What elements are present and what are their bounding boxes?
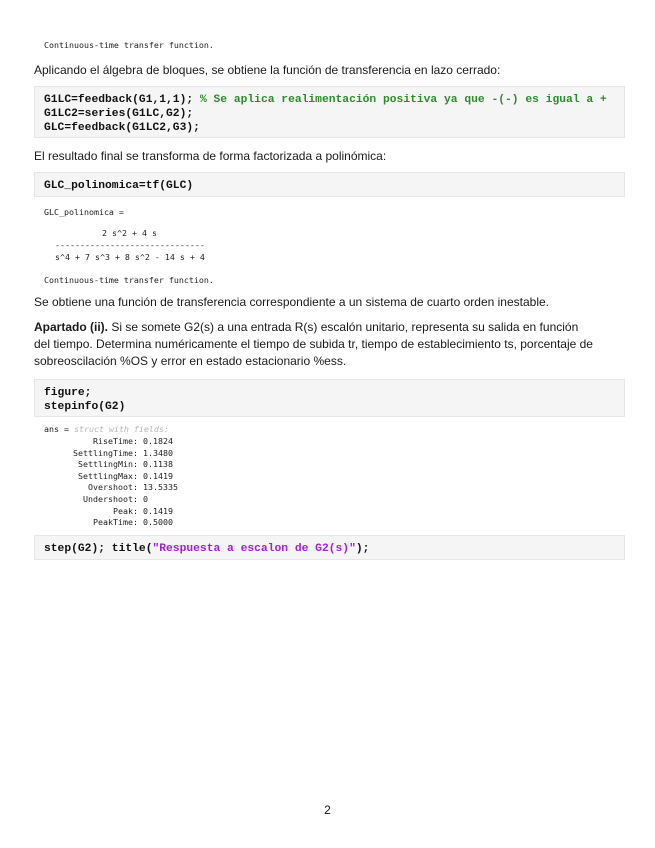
code-line bbox=[44, 542, 615, 556]
code-line: stepinfo(G2) bbox=[44, 401, 126, 413]
struct-field-row bbox=[44, 471, 178, 483]
struct-field-name: SettlingMax bbox=[78, 470, 133, 481]
struct-field-separator: : bbox=[133, 482, 143, 493]
paragraph-unstable-system: Se obtiene una función de transferencia correspondiente a un sistema de cuarto orden inestable. bbox=[34, 295, 550, 309]
struct-field-separator: : bbox=[133, 459, 143, 470]
struct-field-name: Peak bbox=[113, 505, 133, 516]
struct-field-separator: : bbox=[133, 470, 143, 481]
tf-fraction-bar: ------------------------------ bbox=[55, 240, 205, 250]
code-block-tf[interactable] bbox=[34, 172, 625, 197]
struct-field-name: RiseTime bbox=[93, 436, 133, 446]
struct-field-separator: : bbox=[133, 447, 143, 458]
command-output: Continuous-time transfer function. bbox=[44, 275, 214, 285]
struct-field-value: 0.5000 bbox=[143, 517, 173, 528]
struct-field-separator: : bbox=[133, 493, 143, 504]
code-line: figure; bbox=[44, 387, 92, 399]
stepinfo-fields bbox=[44, 436, 178, 529]
struct-field-name: SettlingMin bbox=[78, 459, 133, 470]
struct-field-row bbox=[44, 459, 178, 471]
struct-field-row bbox=[44, 448, 178, 460]
paragraph-apartado-ii bbox=[34, 319, 594, 370]
code-block-stepinfo[interactable] bbox=[34, 379, 625, 417]
struct-field-value: 0.1419 bbox=[143, 505, 173, 516]
struct-field-name: PeakTime bbox=[93, 517, 133, 528]
code-text: step(G2); title( bbox=[44, 543, 153, 555]
page-number: 2 bbox=[324, 803, 331, 817]
struct-field-separator: : bbox=[133, 436, 143, 446]
code-line: G1LC2=series(G1LC,G2); bbox=[44, 108, 194, 120]
stepinfo-output-header bbox=[44, 424, 169, 436]
ans-label: ans = bbox=[44, 424, 74, 434]
struct-field-name: SettlingTime bbox=[73, 447, 133, 458]
command-output: Continuous-time transfer function. bbox=[44, 40, 214, 50]
code-text: ); bbox=[355, 543, 370, 555]
struct-field-value: 13.5335 bbox=[143, 482, 178, 493]
tf-numerator: 2 s^2 + 4 s bbox=[102, 228, 157, 238]
struct-field-name: Overshoot bbox=[88, 482, 133, 493]
struct-field-row bbox=[44, 436, 178, 448]
paragraph-polynomial: El resultado final se transforma de forma factorizada a polinómica: bbox=[34, 149, 387, 163]
struct-field-row bbox=[44, 482, 178, 494]
output-variable-name: GLC_polinomica = bbox=[44, 207, 124, 217]
code-comment: % Se aplica realimentación positiva ya que -(-) es igual a + bbox=[199, 94, 607, 106]
struct-field-name: Undershoot bbox=[83, 493, 133, 504]
code-string: "Respuesta a escalon de G2(s)" bbox=[152, 543, 356, 555]
struct-field-row bbox=[44, 494, 178, 506]
struct-field-separator: : bbox=[133, 505, 143, 516]
struct-field-value: 0.1419 bbox=[143, 470, 173, 481]
paragraph-text: Si se somete G2(s) a una entrada R(s) escalón unitario, representa su salida en función del tiempo. Determina numéricamente el tiempo de subida tr, tiempo de establecimiento ts, porcentaje de sobreoscilación %OS y error en estado estacionario %ess. bbox=[34, 320, 593, 368]
struct-field-row bbox=[44, 506, 178, 518]
struct-field-value: 1.3480 bbox=[143, 447, 173, 458]
code-block-feedback[interactable] bbox=[34, 86, 625, 138]
code-line: GLC_polinomica=tf(GLC) bbox=[44, 180, 194, 192]
struct-field-separator: : bbox=[133, 517, 143, 528]
tf-denominator: s^4 + 7 s^3 + 8 s^2 - 14 s + 4 bbox=[55, 252, 205, 262]
struct-field-value: 0 bbox=[143, 493, 148, 504]
code-line bbox=[44, 93, 615, 107]
code-block-step-plot[interactable] bbox=[34, 535, 625, 560]
paragraph-closed-loop: Aplicando el álgebra de bloques, se obtiene la función de transferencia en lazo cerrado: bbox=[34, 63, 501, 77]
section-label: Apartado (ii). bbox=[34, 320, 108, 334]
code-text: G1LC=feedback(G1,1,1); bbox=[44, 94, 200, 106]
struct-note: struct with fields: bbox=[73, 424, 169, 434]
struct-field-row bbox=[44, 517, 178, 529]
struct-field-value: 0.1824 bbox=[143, 436, 173, 446]
code-line: GLC=feedback(G1LC2,G3); bbox=[44, 122, 200, 134]
struct-field-value: 0.1138 bbox=[143, 459, 173, 470]
